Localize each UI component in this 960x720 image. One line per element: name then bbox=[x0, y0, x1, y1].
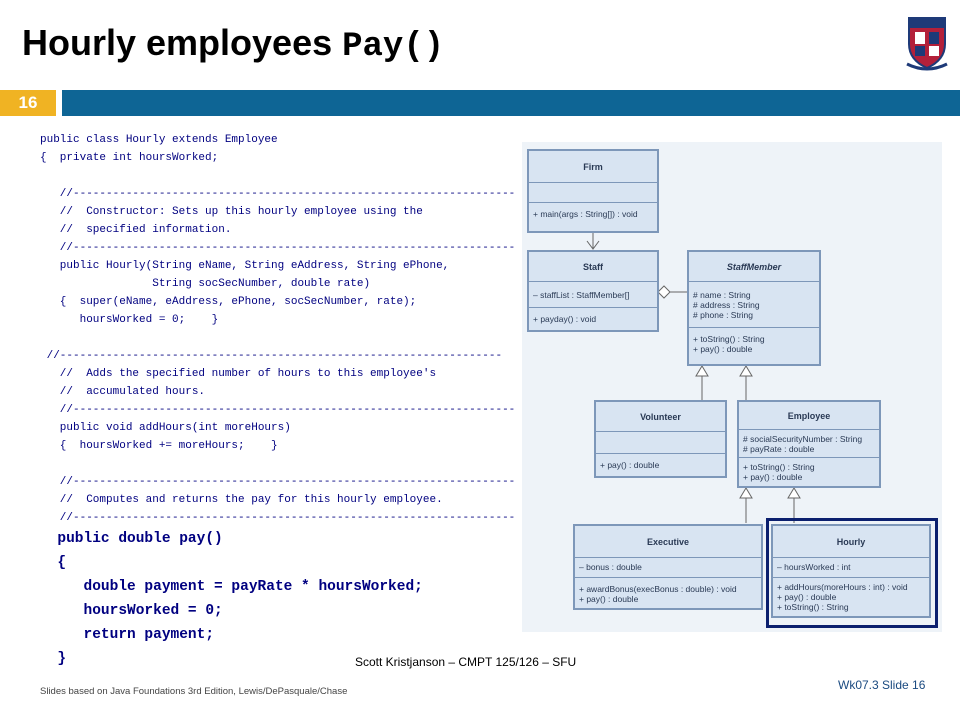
uml-method: + pay() : double bbox=[693, 344, 753, 354]
code-line-emphasis: } bbox=[40, 651, 67, 667]
code-line: //------------------------------------------------------------------- bbox=[40, 242, 516, 254]
uml-method: + pay() : double bbox=[743, 472, 803, 482]
uml-methods bbox=[575, 578, 761, 606]
university-crest-icon bbox=[905, 14, 949, 72]
uml-attribute: – staffList : StaffMember[] bbox=[529, 282, 657, 308]
title-divider-bar bbox=[62, 90, 960, 116]
code-line: { super(eName, eAddress, ePhone, socSecNumber, rate); bbox=[40, 296, 417, 308]
code-line: { private int hoursWorked; bbox=[40, 152, 219, 164]
code-line: // accumulated hours. bbox=[40, 386, 206, 398]
uml-method: + pay() : double bbox=[600, 460, 660, 470]
uml-methods bbox=[739, 458, 879, 484]
uml-class-name: Volunteer bbox=[596, 402, 725, 432]
footer-author: Scott Kristjanson – CMPT 125/126 – SFU bbox=[355, 655, 577, 669]
code-line bbox=[40, 329, 530, 347]
uml-methods bbox=[689, 328, 819, 356]
code-line-emphasis: { bbox=[40, 555, 67, 571]
uml-attribute: – hoursWorked : int bbox=[773, 558, 929, 578]
uml-class-name: Executive bbox=[575, 526, 761, 558]
code-line: //------------------------------------------------------------------- bbox=[40, 404, 516, 416]
code-line: public void addHours(int moreHours) bbox=[40, 422, 291, 434]
uml-class-name: Employee bbox=[739, 402, 879, 430]
code-line: //------------------------------------------------------------------- bbox=[40, 476, 516, 488]
uml-attribute: # socialSecurityNumber : String bbox=[743, 434, 863, 444]
uml-attribute: # payRate : double bbox=[743, 444, 815, 454]
uml-method: + pay() : double bbox=[579, 594, 639, 604]
uml-class-name: Staff bbox=[529, 252, 657, 282]
uml-method: + payday() : void bbox=[533, 314, 597, 324]
uml-class-name: StaffMember bbox=[689, 252, 819, 282]
code-line-emphasis: return payment; bbox=[40, 627, 215, 643]
slide-title-text: Hourly employees bbox=[22, 22, 343, 63]
uml-attributes bbox=[739, 430, 879, 458]
uml-class-employee bbox=[737, 400, 881, 488]
uml-class-firm bbox=[527, 149, 659, 233]
uml-method: + toString() : String bbox=[693, 334, 765, 344]
code-line-emphasis: double payment = payRate * hoursWorked; bbox=[40, 579, 423, 595]
code-line: String socSecNumber, double rate) bbox=[40, 278, 371, 290]
code-line: hoursWorked = 0; } bbox=[40, 314, 219, 326]
code-line: public Hourly(String eName, String eAddress, String ePhone, bbox=[40, 260, 450, 272]
code-line: //------------------------------------------------------------------- bbox=[40, 350, 503, 362]
uml-method: + toString() : String bbox=[743, 462, 815, 472]
slide-title bbox=[22, 22, 444, 66]
slide-title-code: Pay() bbox=[342, 28, 445, 66]
uml-class-staff bbox=[527, 250, 659, 332]
uml-attributes bbox=[689, 282, 819, 328]
hourly-highlight-box bbox=[766, 518, 938, 628]
uml-attributes bbox=[529, 183, 657, 203]
uml-class-name: Firm bbox=[529, 151, 657, 183]
slide-number-badge: 16 bbox=[0, 90, 56, 116]
code-line: //------------------------------------------------------------------- bbox=[40, 512, 516, 524]
code-line: { hoursWorked += moreHours; } bbox=[40, 440, 278, 452]
code-line: public class Hourly extends Employee bbox=[40, 134, 278, 146]
uml-attribute: – bonus : double bbox=[575, 558, 761, 578]
uml-class-volunteer bbox=[594, 400, 727, 478]
uml-method: + addHours(moreHours : int) : void bbox=[777, 582, 908, 592]
code-line: //------------------------------------------------------------------- bbox=[40, 188, 516, 200]
code-line-emphasis: public double pay() bbox=[40, 531, 223, 547]
uml-method: + toString() : String bbox=[777, 602, 849, 612]
uml-attribute: # name : String bbox=[693, 290, 751, 300]
uml-attribute: # address : String bbox=[693, 300, 760, 310]
code-line bbox=[40, 167, 530, 185]
code-line bbox=[40, 455, 530, 473]
uml-class-staffmember bbox=[687, 250, 821, 366]
uml-attributes bbox=[596, 432, 725, 454]
code-line: // Adds the specified number of hours to this employee's bbox=[40, 368, 437, 380]
code-line-emphasis: hoursWorked = 0; bbox=[40, 603, 223, 619]
code-listing bbox=[40, 131, 530, 671]
code-line: // Constructor: Sets up this hourly employee using the bbox=[40, 206, 423, 218]
uml-method: + pay() : double bbox=[777, 592, 837, 602]
footer-source: Slides based on Java Foundations 3rd Edition, Lewis/DePasquale/Chase bbox=[40, 686, 348, 697]
code-line: // Computes and returns the pay for this hourly employee. bbox=[40, 494, 443, 506]
uml-method: + awardBonus(execBonus : double) : void bbox=[579, 584, 737, 594]
uml-class-name: Hourly bbox=[773, 526, 929, 558]
uml-class-executive bbox=[573, 524, 763, 610]
footer-slide-number: Wk07.3 Slide 16 bbox=[838, 678, 926, 692]
uml-method: + main(args : String[]) : void bbox=[533, 209, 638, 219]
code-line: // specified information. bbox=[40, 224, 232, 236]
uml-attribute: # phone : String bbox=[693, 310, 754, 320]
